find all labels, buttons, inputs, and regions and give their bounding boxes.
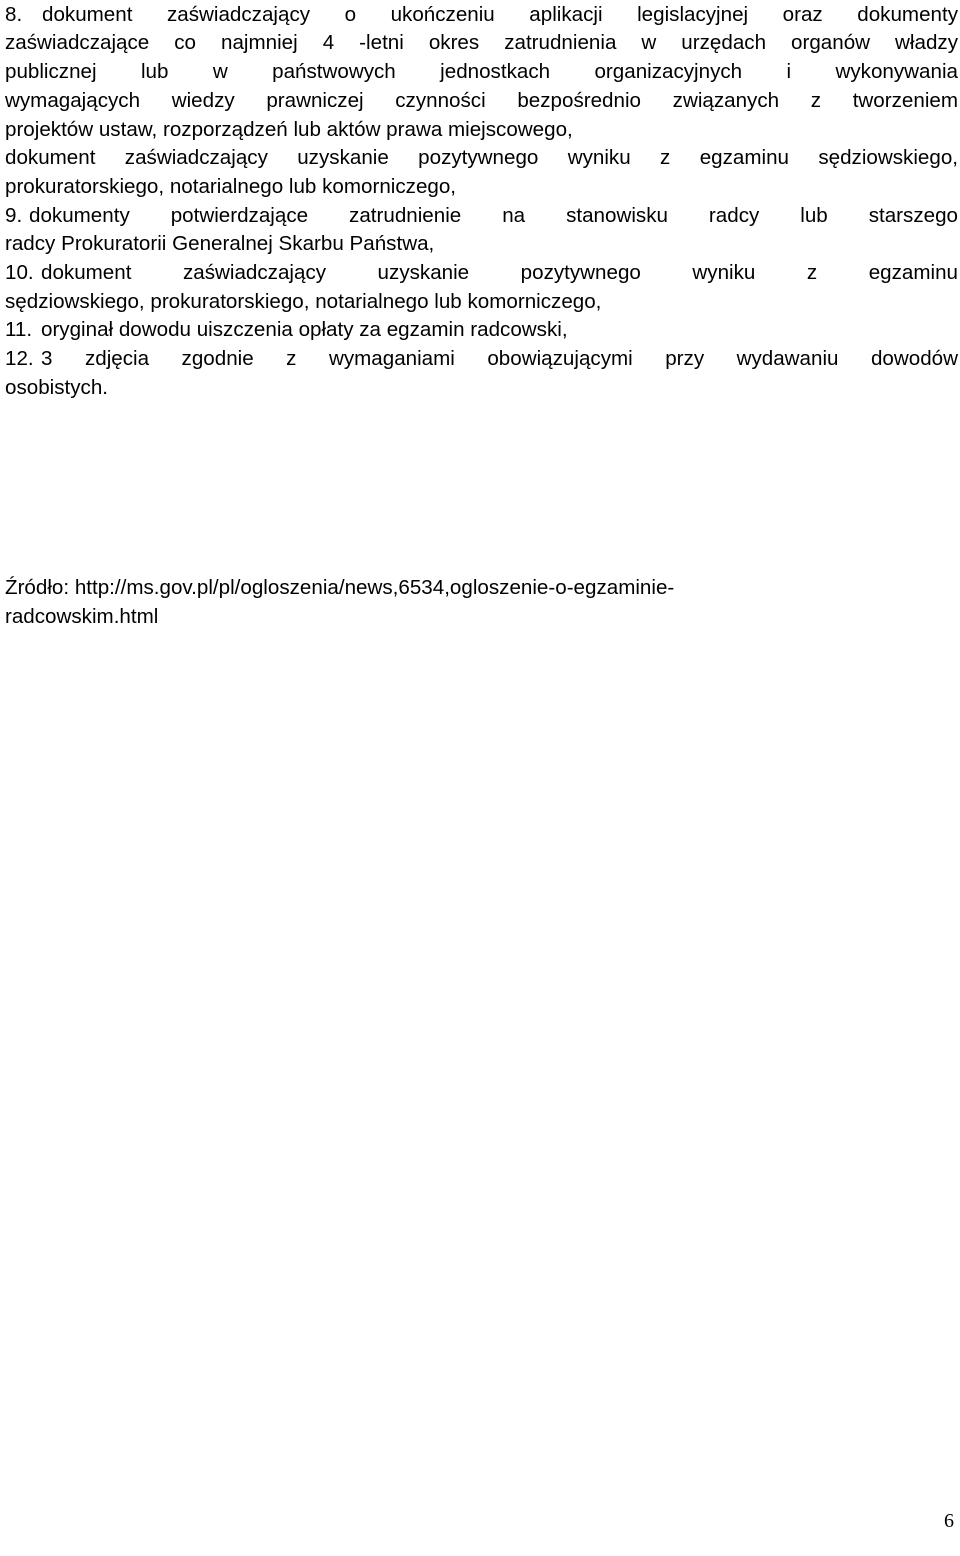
source-line-1: Źródło: http://ms.gov.pl/pl/ogloszenia/news,6534,ogloszenie-o-egzaminie- [5, 576, 675, 599]
list-item-number: 10. [5, 261, 34, 284]
list-item-text: 3 zdjęcia zgodnie z wymaganiami obowiązującymi przy wydawaniu dowodów [41, 347, 958, 370]
list-item-text: dokument zaświadczający o ukończeniu aplikacji legislacyjnej oraz dokumenty [42, 3, 958, 26]
list-item-number: 12. [5, 347, 34, 370]
list-item-number: 8. [5, 3, 23, 26]
list-item-number: 11. [5, 318, 33, 341]
list-item-8-line-2: zaświadczające co najmniej 4 -letni okres zatrudnienia w urzędach organów władzy [5, 31, 958, 54]
list-item-9-line-2: radcy Prokuratorii Generalnej Skarbu Państwa, [5, 232, 435, 255]
list-item-8-line-4: wymagających wiedzy prawniczej czynności bezpośrednio związanych z tworzeniem [5, 89, 958, 112]
list-item-8-line-5: projektów ustaw, rozporządzeń lub aktów prawa miejscowego, [5, 118, 573, 141]
list-item-12-line-1 [5, 344, 958, 373]
list-item-8-line-6: dokument zaświadczający uzyskanie pozytywnego wyniku z egzaminu sędziowskiego, [5, 146, 958, 169]
source-line-2: radcowskim.html [5, 605, 159, 628]
list-item-12-line-2: osobistych. [5, 376, 109, 399]
list-item-text: oryginał dowodu uiszczenia opłaty za egzamin radcowski, [41, 318, 568, 341]
list-item-9-line-1 [5, 201, 958, 230]
list-item-text: dokumenty potwierdzające zatrudnienie na stanowisku radcy lub starszego [29, 204, 958, 227]
list-item-10-line-2: sędziowskiego, prokuratorskiego, notarialnego lub komorniczego, [5, 290, 602, 313]
page-number: 6 [944, 1510, 954, 1532]
list-item-10-line-1 [5, 258, 958, 287]
list-item-8-line-3: publicznej lub w państwowych jednostkach organizacyjnych i wykonywania [5, 60, 958, 83]
list-item-8-line-7: prokuratorskiego, notarialnego lub komorniczego, [5, 175, 457, 198]
list-item-number: 9. [5, 204, 23, 227]
list-item-8-line-1 [5, 0, 958, 29]
list-item-text: dokument zaświadczający uzyskanie pozytywnego wyniku z egzaminu [41, 261, 958, 284]
list-item-11-line-1 [5, 315, 568, 344]
